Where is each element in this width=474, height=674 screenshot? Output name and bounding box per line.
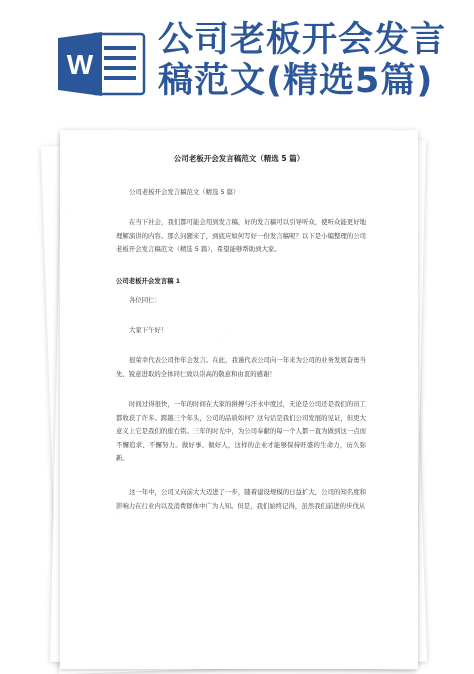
page-title <box>158 20 468 102</box>
watermark: · · · · · · <box>49 201 86 230</box>
document-page <box>49 130 418 669</box>
document-title: 公司老板开会发言稿范文（精选 5 篇） <box>173 154 305 163</box>
page-title-line1: 公司老板开会发言 <box>158 20 447 60</box>
document-subtitle: 公司老板开会发言稿范文（精选 5 篇） <box>129 188 240 196</box>
header-banner <box>0 0 474 112</box>
greeting: 大家下午好！ <box>129 326 168 334</box>
watermark: · · · · · · <box>209 321 246 350</box>
intro-paragraph: 在当下社会，我们都可能会用到发言稿，好的发言稿可以引导听众，使听众能更好地理解演讲的内容。那么问题来了，到底应如何写好一份发言稿呢？以下是小编整理的公司老板开会发言稿范文（精选 5 篇），希望能够帮助到大家。 <box>116 218 366 254</box>
body-paragraph-2: 时间过得很快，一年的时间在大家的拼搏与汗水中度过，无论是公司还是我们的员工都收获了许多。跨越三个年头，公司的品质如何？这句话是我们公司发展的见证，但更大意义上它是我们的座右铭。三年的时光中，为公司奉献的每一个人都一直为做到这一点而不懈追求、不懈努力。做好事、做好人，这样的企业才能够保持旺盛的生命力，历久弥新。 <box>116 400 366 463</box>
salutation: 各位同仁： <box>129 296 161 304</box>
page-title-line2: 稿范文(精选5篇) <box>158 61 434 101</box>
watermark: · · · · · · <box>99 501 136 530</box>
word-icon <box>58 32 148 96</box>
section-heading: 公司老板开会发言稿 1 <box>116 277 181 285</box>
body-paragraph-3: 这一年中，公司又向前大大迈进了一步，随着建设规模的日益扩大，公司的知名度和影响力在行业内以及消费群体中广为人知。但是，我们始终记得，虽然我们前进的步伐从 <box>116 488 366 510</box>
word-icon-letter: W <box>66 49 94 80</box>
body-paragraph-1: 很荣幸代表公司作年会发言。在此，我谨代表公司向一年来为公司的业务发展奋勇当先、锐意进取的全体同仁致以崇高的敬意和由衷的感谢！ <box>116 356 366 378</box>
